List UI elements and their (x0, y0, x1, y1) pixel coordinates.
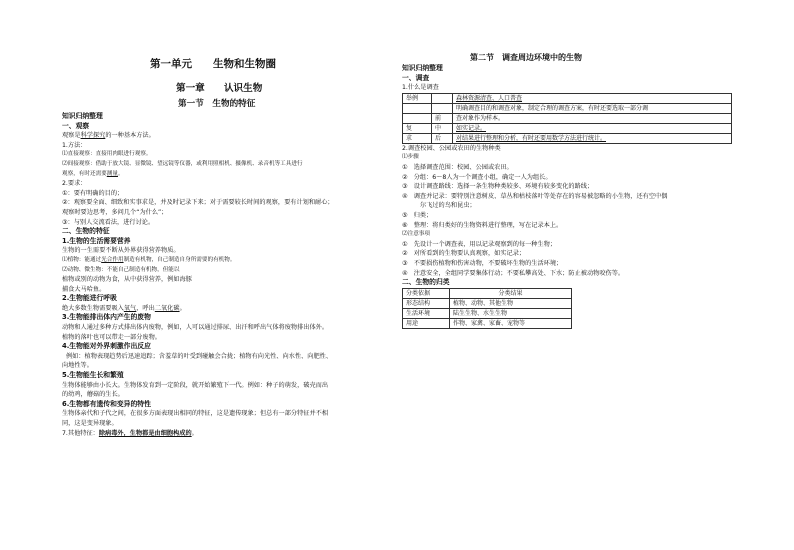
left-column (62, 112, 392, 438)
table-row (403, 113, 732, 123)
table-header-cell: 分类依据 (403, 288, 450, 298)
survey-table (402, 93, 732, 144)
table-cell: 如实记录。 (453, 123, 732, 133)
table-cell (403, 113, 432, 123)
table-cell: 举例 (403, 93, 432, 103)
obs-definition: 观察是科学探究的一种基本方法。 (62, 132, 155, 140)
feature-1-animals-2: 植物或别的动物为食，从中获得营养，例如海豚 (62, 276, 192, 284)
note-3: ③ 不要损伤植物和伤害动物，不要破坏生物的生活环境； (402, 259, 563, 267)
table-row (403, 308, 572, 318)
step-4b: 尔飞过的鸟和昆虫； (420, 202, 476, 210)
table-cell (432, 103, 453, 113)
method-1: ⑴直接观察：直接用肉眼进行观察。 (62, 151, 152, 158)
step-4: ④ 调查并记录：要特别注意树皮、草丛和枯枝落叶等处存在的容易被忽略的小生物，还有空中偶 (402, 192, 668, 200)
table-cell: 前 (432, 113, 453, 123)
feat-heading: 二、生物的特征 (62, 227, 110, 236)
note-1: ① 先设计一个调查表，用以记录观察到的每一种生物； (402, 240, 557, 248)
feature-3-text-2: 植物的落叶也可以带走一部分废物。 (62, 333, 161, 341)
notes-heading: ⑵注意事项 (402, 231, 430, 238)
obs-heading: 一、观察 (62, 121, 90, 130)
table-cell: 求 (403, 133, 432, 143)
note-2: ② 对所看到的生物要认真观察，如实记录； (402, 250, 526, 258)
table-row (403, 93, 732, 103)
feature-6-text-2: 同，这是变异现象。 (62, 420, 118, 427)
methods-heading: 1.方法： (62, 141, 87, 149)
table-cell: 森林资源清查、人口普查 (453, 93, 732, 103)
table-header-row (403, 288, 572, 298)
feature-1-title: 1.生物的生活需要营养 (62, 236, 131, 245)
table-row (403, 298, 572, 308)
right-column (402, 64, 734, 329)
survey-heading: 一、调查 (402, 73, 430, 82)
right-summary-heading: 知识归纳整理 (402, 64, 443, 72)
feature-2-title: 2.生物能进行呼吸 (62, 294, 117, 303)
right-section-title: 第二节 调查周边环境中的生物 (470, 53, 582, 62)
table-cell (403, 103, 432, 113)
req-4: ③：与别人交流看法，进行讨论。 (62, 218, 155, 226)
table-cell: 植物、动物、其他生物 (450, 298, 572, 308)
table-row (403, 133, 732, 143)
table-row (403, 123, 732, 133)
step-2: ② 分组：6～8人为一个调查小组，确定一人为组长。 (402, 173, 552, 181)
req-3: 观察时要边思考，多问几个“为什么”； (62, 208, 168, 216)
table-cell: 后 (432, 133, 453, 143)
table-header-cell: 分类结果 (450, 288, 572, 298)
what-heading: 1.什么是调查 (402, 84, 439, 92)
step-3: ③ 设计调查路线：选择一条生物种类较多、环境有较多变化的路线； (402, 183, 594, 191)
table-cell: 陆生生物、水生生物 (450, 308, 572, 318)
steps-heading: ⑴步骤 (402, 154, 419, 161)
table-row (403, 103, 732, 113)
feature-1-plants: ⑴植物：能通过光合作用制造有机物，自己制造自身所需要的有机物。 (62, 256, 236, 263)
section-title: 第一节 生物的特征 (178, 99, 256, 109)
step-1: ① 选择调查范围：校园、公园或农田。 (402, 163, 513, 171)
feature-5-text: 生物体能够由小长大。生物体发育到一定阶段，就开始繁殖下一代。例如：种子的萌发，破壳而出 (62, 381, 329, 389)
summary-heading: 知识归纳整理 (62, 112, 103, 120)
step-5: ⑤ 归类； (402, 211, 433, 219)
unit-title: 第一单元 生物和生物圈 (150, 58, 276, 70)
feature-4-title: 4.生物能对外界刺激作出反应 (62, 342, 151, 351)
feature-1-text: 生物的一生需要不断从外界获得营养物质。 (62, 247, 180, 255)
chapter-title: 第一章 认识生物 (176, 83, 263, 94)
feature-5-text-2: 的幼鸡，蘑菇的生长。 (62, 391, 124, 399)
s2-heading: 2.调查校园、公园或农田的生物种类 (402, 144, 501, 152)
feature-3-text: 动物和人通过多种方式排出体内废物，例如，人可以通过排尿、出汗和呼出气体将废物排出体外。 (62, 324, 329, 332)
req-1: ①：要有明确的目的； (62, 189, 124, 197)
table-cell: 明确调查目的和调查对象，制定合理的调查方案，有时还要选取一部分调 (453, 103, 732, 113)
table-cell (432, 93, 453, 103)
method-2: ⑵间接观察：借助于放大镜、显微镜、望远镜等仪器，或利用照相机、摄像机、录音机等工具进行 (62, 160, 303, 167)
feature-6-title: 6.生物都有遗传和变异的特性 (62, 399, 151, 408)
table-cell: 对结果进行整理和分析，有时还要用数学方法进行统计。 (453, 133, 732, 143)
step-6: ⑥ 整理：将归类好的生物资料进行整理，写在记录本上。 (402, 221, 563, 229)
feature-1-animals-3: 捕食大马哈鱼。 (62, 285, 106, 293)
table-cell: 形态结构 (403, 298, 450, 308)
method-2b: 观察，有时还需要测量。 (62, 170, 124, 177)
feature-2-text: 绝大多数生物需要吸入氧气，呼出二氧化碳。 (62, 304, 186, 312)
table-cell: 中 (432, 123, 453, 133)
table-cell: 复 (403, 123, 432, 133)
note-4: ④ 注意安全，全组同学要集体行动；不要私攀高处、下水；防止被动物咬伤等。 (402, 269, 625, 277)
table-cell: 查对象作为样本。 (453, 113, 732, 123)
feature-6-text: 生物体亲代和子代之间，在很多方面表现出相同的特征，这是遗传现象；但总有一部分特征并不相 (62, 410, 329, 418)
classification-table (402, 288, 572, 329)
feature-1-animals: ⑵动物、微生物：不能自己制造有机物，但能以 (62, 266, 180, 273)
table-cell: 生活环境 (403, 308, 450, 318)
req-2: ②：观察要全面、细致和实事求是，并及时记录下来；对于需要较长时间的观察，要有计划和耐心； (62, 199, 334, 207)
table-cell: 作物、家禽、家畜、宠物等 (450, 318, 572, 328)
table-row (403, 318, 572, 328)
table-cell: 用途 (403, 318, 450, 328)
feature-3-title: 3.生物能排出体内产生的废物 (62, 313, 151, 322)
feature-4-text: 例如：植物表现趋势后迅速追踪；含羞草的叶受到碰触会合拢；植物有向光性、向水性、向肥性、 (66, 352, 333, 360)
feature-4-text-2: 向地性等。 (62, 362, 93, 370)
feature-5-title: 5.生物能生长和繁殖 (62, 371, 124, 380)
feature-7: 7.其他特征：除病毒外，生物都是由细胞构成的。 (62, 429, 198, 437)
class-heading: 二、生物的归类 (402, 278, 450, 287)
req-heading: 2.要求： (62, 180, 87, 188)
